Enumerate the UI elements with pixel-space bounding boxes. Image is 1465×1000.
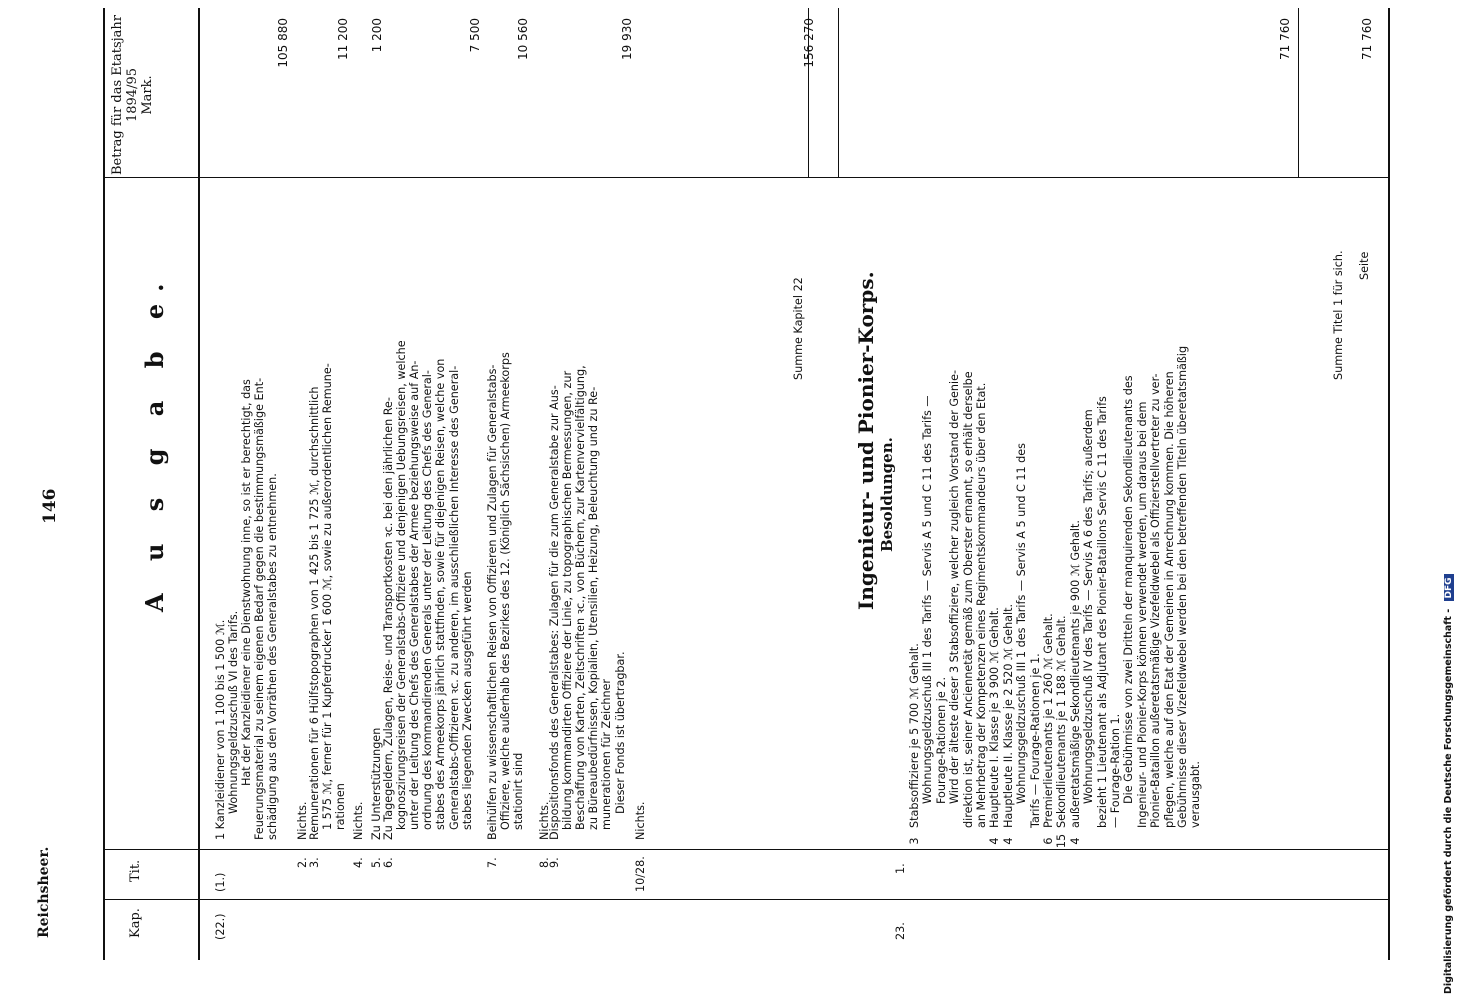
amount-currency-label: Mark.	[140, 75, 155, 115]
row-line: 1 575 ℳ, ferner für 1 Kupferdrucker 1 600 ℳ, sowie zu außerordentlichen Remune-	[321, 363, 335, 830]
section-line: Pionier-Bataillon außeretatsmäßige Vizefeldwebel als Offizierstellvertreter zu ver-	[1149, 373, 1163, 828]
row-line: Remunerationen für 6 Hülfstopographen von 1 425 bis 1 725 ℳ, durchschnittlich	[308, 386, 321, 840]
amount-column-rule	[103, 177, 1388, 178]
row-tit: 6.	[382, 857, 395, 868]
chapter-sum-label: Summe Kapitel 22	[792, 277, 805, 380]
section-heading: Ingenieur- und Pionier-Korps.	[854, 271, 878, 610]
row-line: rationen	[334, 783, 348, 830]
row-line: stabes liegenden Zwecken ausgeführt werden	[460, 571, 474, 830]
row-line: Dieser Fonds ist übertragbar.	[613, 651, 627, 814]
line-count: 15	[1055, 833, 1069, 849]
column-header-amount	[110, 10, 155, 180]
digitization-note	[1443, 4, 1463, 994]
row-line: kognoszirungsreisen der Generalstabs-Offiziere und denjenigen Uebungsreisen, welche	[395, 340, 409, 830]
row-line: Nichts.	[634, 801, 647, 840]
row-line: Feuerungsmaterial zu seinem eigenen Bedarf gegen die bestimmungsmäßige Ent-	[253, 377, 267, 840]
section-line: Stabsoffiziere je 5 700 ℳ Gehalt.	[908, 643, 921, 828]
row-amount: 11 200	[336, 18, 350, 60]
section-line: Fourage-Rationen je 2.	[934, 676, 948, 804]
chapter-sum-amount: 156 270	[802, 18, 816, 68]
section-line: Ingenieur- und Pionier-Korps können verwendet werden, um daraus bei dem	[1135, 401, 1149, 828]
dfg-logo: DFG	[1444, 574, 1454, 601]
line-count: 4	[988, 837, 1002, 845]
section-line: Sekondlieutenants je 1 188 ℳ Gehalt.	[1055, 615, 1069, 828]
section-amount: 71 760	[1278, 18, 1292, 60]
section-line: Wird der älteste dieser 3 Stabsoffiziere, welcher zugleich Vorstand der Genie-	[948, 369, 962, 804]
section-subheading: Besoldungen.	[878, 437, 896, 552]
row-amount: 19 930	[620, 18, 634, 60]
line-count: 6	[1042, 837, 1055, 845]
row-line: unter der Leitung des Chefs des Generalstabes der Armee beziehungsweise auf An-	[408, 360, 422, 830]
row-tit: 10/28.	[634, 856, 647, 892]
amount-header-label: Betrag für das Etatsjahr 1894/95	[110, 14, 140, 176]
section-line: verausgabt.	[1189, 761, 1203, 828]
row-tit: 5.	[370, 857, 383, 868]
running-head: Reichsheer.	[36, 846, 52, 938]
column-header-tit: Tit.	[128, 859, 143, 882]
section-line: — Fourage-Ration 1.	[1109, 713, 1122, 828]
row-line: schädigung aus den Vorräthen des Generalstabes zu entnehmen.	[266, 473, 280, 840]
row-line: Beschaffung von Karten, Zeitschriften ꝛc., von Büchern, zur Kartenvervielfältigung,	[574, 365, 588, 830]
header-top-rule	[103, 8, 105, 960]
row-tit: 8.	[538, 857, 551, 868]
row-line: stationirt sind	[512, 752, 526, 830]
section-line: Hauptleute II. Klasse je 2 520 ℳ Gehalt.	[1001, 603, 1015, 828]
row-amount: 105 880	[276, 18, 290, 68]
row-line: Nichts.	[296, 801, 309, 840]
carry-label: Seite	[1358, 251, 1371, 280]
row-tit: 7.	[486, 857, 499, 868]
row-line: ordnung des kommandirenden Generals unter der Leitung des Chefs des General-	[421, 370, 435, 830]
section-line: Gebührnisse dieser Vizefeldwebel werden bei den betreffenden Titeln überetatsmäßig	[1176, 345, 1189, 828]
page-number: 146	[40, 488, 60, 524]
row-line: Wohnungsgeldzuschuß VI des Tarifs.	[227, 610, 241, 814]
section-line: außeretatsmäßige Sekondlieutenants je 900 ℳ Gehalt.	[1068, 520, 1082, 828]
row-line: zu Büreaubedürfnissen, Kopialien, Utensilien, Heizung, Beleuchtung und zu Re-	[587, 386, 601, 830]
title-sum-label: Summe Titel 1 für sich.	[1332, 250, 1345, 380]
row-line: Generalstabs-Offizieren ꝛc. zu anderen, im ausschließlichen Interesse des General-	[447, 365, 461, 830]
row-tit: 9.	[548, 857, 561, 868]
section-kap: 23.	[894, 922, 907, 940]
row-amount: 1 200	[370, 18, 384, 53]
row-tit: 4.	[352, 857, 365, 868]
row-line: Nichts.	[352, 801, 365, 840]
line-count: 4	[1068, 837, 1082, 845]
row-line: Beihülfen zu wissenschaftlichen Reisen von Offizieren und Zulagen für Generalstabs-	[486, 364, 499, 840]
section-line: an Mehrbetrag der Kompetenzen eines Regimentskommandeurs über den Etat.	[975, 382, 988, 828]
row-line: Nichts.	[538, 801, 551, 840]
kap-column-rule	[103, 899, 1388, 900]
section-line: pflegen, welche auf den Etat der Gemeinen in Anrechnung kommen. Die höheren	[1162, 371, 1176, 828]
tit-column-rule	[103, 849, 1388, 850]
digitization-text-wrap	[1443, 4, 1454, 994]
section-tit: 1.	[894, 863, 907, 874]
section-line: Die Gebührnisse von zwei Dritteln der manquirenden Sekondlieutenants des	[1122, 375, 1136, 804]
row-line: Hat der Kanzleidiener eine Dienstwohnung inne, so ist er berechtigt, das	[240, 379, 254, 786]
row-amount: 7 500	[468, 18, 482, 53]
line-count: 3	[908, 837, 921, 845]
line-count: 4	[1001, 837, 1015, 845]
row-line: Offiziere, welche außerhalb des Bezirkes des 12. (Königlich Sächsischen) Armeekorps	[499, 352, 513, 830]
title-sum-rule	[1298, 8, 1299, 178]
section-line: Hauptleute I. Klasse je 3 900 ℳ Gehalt.	[988, 607, 1002, 828]
row-line: munerationen für Zeichner	[600, 678, 614, 830]
row-kap: (22.)	[214, 913, 227, 940]
section-line: Wohnungsgeldzuschuß III 1 des Tarifs — Servis A 5 und C 11 des Tarifs —	[921, 395, 935, 804]
row-tit: (1.)	[214, 872, 227, 892]
row-line: 1 Kanzleidiener von 1 100 bis 1 500 ℳ.	[214, 619, 227, 840]
section-line: bezieht 1 Lieutenant als Adjutant des Pionier-Bataillons Servis C 11 des Tarifs	[1095, 396, 1109, 828]
section-line: Wohnungsgeldzuschuß III 1 des Tarifs — Servis A 5 und C 11 des	[1015, 443, 1029, 804]
row-line: Dispositionsfonds des Generalstabes: Zulagen für die zum Generalstabe zur Aus-	[548, 385, 561, 840]
row-line: stabes des Armeekorps jährlich stattfinden, sowie für diejenigen Reisen, welche von	[434, 358, 448, 830]
digitization-text: Digitalisierung gefördert durch die Deutsche Forschungsgemeinschaft -	[1443, 608, 1454, 994]
row-tit: 2.	[296, 857, 309, 868]
row-line: bildung kommandirten Offiziere der Linie, zu topographischen Bermessungen, zur	[561, 370, 575, 830]
section-line: direktion ist, seiner Anciennetät gemäß zum Oberster ernannt, so erhält derselbe	[961, 371, 975, 828]
section-line: Tarifs — Fourage-Rationen je 1.	[1028, 653, 1042, 828]
section-line: Premierlieutenants je 1 260 ℳ Gehalt.	[1042, 613, 1055, 828]
row-line: Zu Unterstützungen	[370, 727, 383, 840]
chapter-sum-bottom-rule	[838, 8, 839, 178]
header-bottom-rule	[198, 8, 200, 960]
column-header-kap: Kap.	[128, 908, 143, 938]
row-line: Zu Tagegeldern, Zulagen, Reise- und Transportkosten ꝛc. bei den jährlichen Re-	[382, 397, 395, 840]
heading-ausgabe: A u s g a b e.	[140, 271, 169, 612]
row-tit: 3.	[308, 857, 321, 868]
row-amount: 10 560	[516, 18, 530, 60]
footer-rule	[1388, 8, 1390, 960]
section-line: Wohnungsgeldzuschuß IV des Tarifs — Servis A 6 des Tarifs; außerdem	[1082, 409, 1096, 804]
carry-amount: 71 760	[1360, 18, 1374, 60]
